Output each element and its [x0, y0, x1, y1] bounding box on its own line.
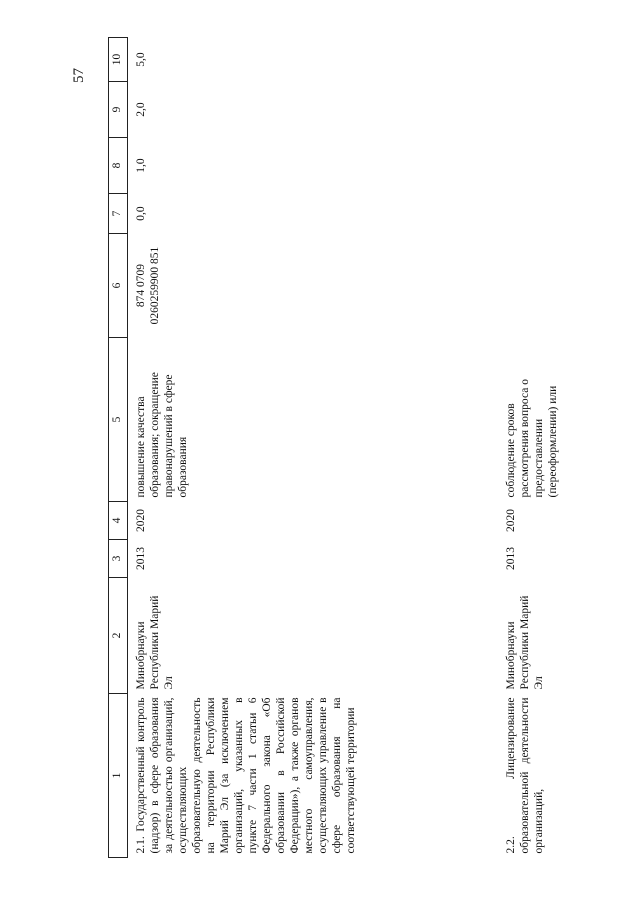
- start-year: 2013: [135, 547, 147, 570]
- column-header: 3: [109, 540, 128, 578]
- column-header: 9: [109, 82, 128, 138]
- value-col-9: [498, 82, 562, 138]
- end-year: 2020: [504, 509, 517, 532]
- value-col-7: 0,0: [135, 206, 147, 221]
- responsible-executor: Минобрнауки Республики Марий Эл: [135, 595, 175, 690]
- value-col-8: 1,0: [135, 158, 147, 173]
- responsible-executor: Минобрнауки Республики Марий Эл: [504, 595, 545, 690]
- activity-name: 2.2. Лицензирование образовательной деятельности организаций,: [504, 697, 545, 854]
- budget-code: [498, 234, 562, 338]
- activity-name: 2.1. Государственный контроль (надзор) в сфере образования за деятельностью организаций, осуществляющих образовательную деятельность на территории Республики Марий Эл (за исключением организаций, указанных в пункте 7 части 1 статьи 6 Федерального закона «Об образовании в Российской Федерации»), а также органов местного самоуправления, осуществляющих управление в сфере образования на соответствующей территории: [135, 697, 357, 854]
- start-year: 2013: [504, 547, 517, 570]
- value-col-7: [498, 194, 562, 234]
- column-header: 4: [109, 502, 128, 540]
- rotated-table-area: [108, 38, 608, 858]
- column-header: 1: [109, 694, 128, 858]
- value-col-8: [498, 138, 562, 194]
- column-header: 6: [109, 234, 128, 338]
- budget-code: 874 0709 0260259900 851: [135, 246, 161, 325]
- table-row: [498, 38, 562, 858]
- column-header: 2: [109, 578, 128, 694]
- value-col-9: 2,0: [135, 102, 147, 117]
- program-table: [108, 37, 562, 858]
- column-header: 10: [109, 38, 128, 82]
- value-col-10: [498, 38, 562, 82]
- expected-result: соблюдение сроков рассмотрения вопроса о предоставлении (переоформлении) или: [504, 379, 559, 498]
- page-number: 57: [71, 68, 87, 83]
- column-header: 7: [109, 194, 128, 234]
- table-row: [128, 38, 498, 858]
- value-col-10: 5,0: [135, 52, 147, 67]
- expected-result: повышение качества образования; сокращение правонарушений в сфере образования: [135, 372, 189, 498]
- column-number-row: [109, 38, 128, 858]
- column-header: 5: [109, 338, 128, 502]
- end-year: 2020: [135, 509, 147, 532]
- column-header: 8: [109, 138, 128, 194]
